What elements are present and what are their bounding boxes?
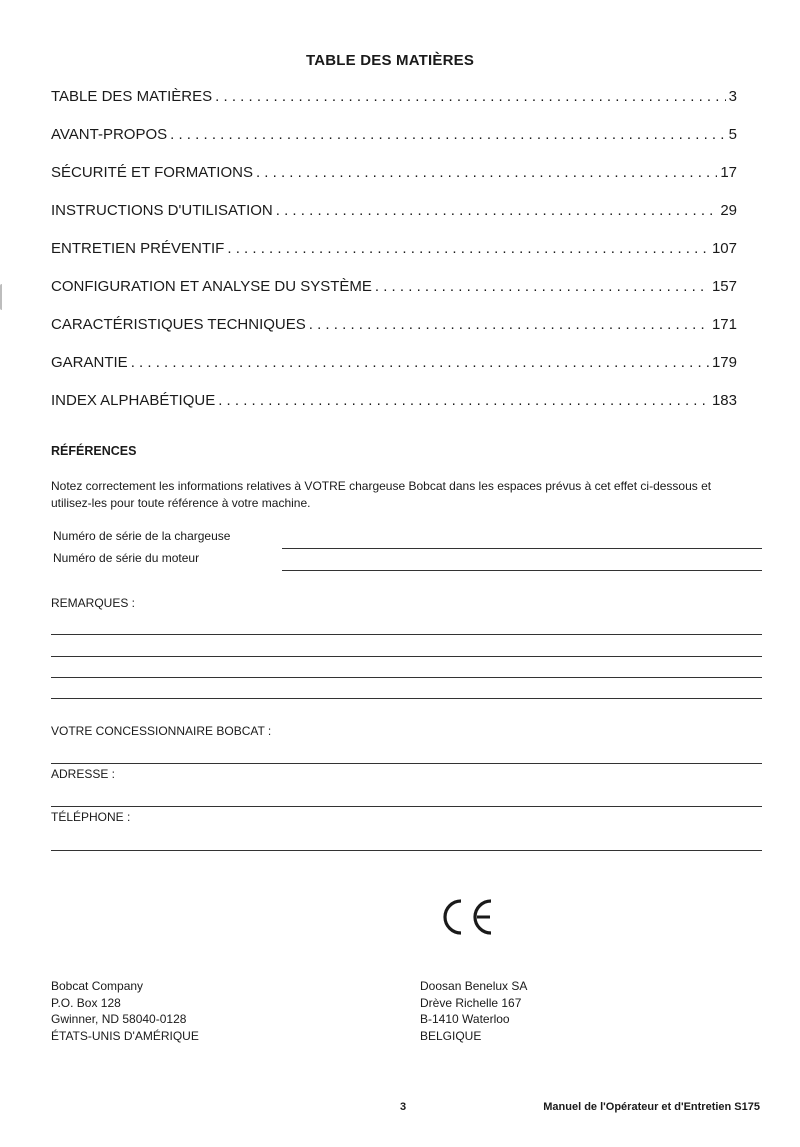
toc-leader-dots bbox=[256, 164, 717, 181]
scan-edge-mark bbox=[0, 284, 5, 310]
toc-leader-dots bbox=[215, 88, 726, 105]
address-bobcat-usa bbox=[51, 978, 199, 1044]
address-label: ADRESSE : bbox=[51, 767, 116, 781]
toc-entry-page: 171 bbox=[711, 316, 737, 333]
references-note: Notez correctement les informations relatives à VOTRE chargeuse Bobcat dans les espaces prévus à cet effet ci-dessous et utilisez-les pour toute référence à votre machine. bbox=[51, 479, 712, 510]
remarks-line[interactable] bbox=[51, 698, 762, 699]
toc-entry-entretien[interactable] bbox=[51, 240, 737, 278]
table-of-contents bbox=[51, 88, 737, 430]
address-line: B-1410 Waterloo bbox=[420, 1012, 510, 1026]
toc-entry-index[interactable] bbox=[51, 392, 737, 430]
address-line: Doosan Benelux SA bbox=[420, 979, 528, 993]
ce-mark-icon bbox=[437, 895, 497, 939]
address-doosan-benelux bbox=[420, 978, 527, 1044]
toc-entry-page: 183 bbox=[711, 392, 737, 409]
toc-entry-label: INDEX ALPHABÉTIQUE bbox=[51, 392, 216, 409]
loader-serial-line[interactable] bbox=[282, 548, 762, 549]
toc-entry-page: 107 bbox=[711, 240, 737, 257]
loader-serial-label: Numéro de série de la chargeuse bbox=[53, 529, 231, 543]
address-line: Bobcat Company bbox=[51, 979, 144, 993]
toc-entry-securite[interactable] bbox=[51, 164, 737, 202]
address-line: BELGIQUE bbox=[420, 1028, 482, 1043]
toc-leader-dots bbox=[131, 354, 709, 371]
address-line[interactable] bbox=[51, 806, 762, 807]
toc-leader-dots bbox=[170, 126, 726, 143]
toc-entry-label: INSTRUCTIONS D'UTILISATION bbox=[51, 202, 273, 219]
toc-entry-caracteristiques[interactable] bbox=[51, 316, 737, 354]
toc-leader-dots bbox=[227, 240, 709, 257]
toc-entry-configuration[interactable] bbox=[51, 278, 737, 316]
toc-entry-label: GARANTIE bbox=[51, 354, 128, 371]
references-heading: RÉFÉRENCES bbox=[51, 444, 137, 458]
toc-entry-page: 179 bbox=[711, 354, 737, 371]
toc-entry-avant-propos[interactable] bbox=[51, 126, 737, 164]
toc-leader-dots bbox=[276, 202, 718, 219]
toc-entry-page: 17 bbox=[720, 164, 737, 181]
remarks-line[interactable] bbox=[51, 634, 762, 635]
toc-leader-dots bbox=[309, 316, 709, 333]
phone-label: TÉLÉPHONE : bbox=[51, 810, 131, 824]
dealer-line[interactable] bbox=[51, 763, 762, 764]
footer-manual-title: Manuel de l'Opérateur et d'Entretien S175 bbox=[543, 1101, 760, 1113]
toc-entry-label: ENTRETIEN PRÉVENTIF bbox=[51, 240, 225, 257]
dealer-label: VOTRE CONCESSIONNAIRE BOBCAT : bbox=[51, 724, 272, 738]
toc-entry-page: 3 bbox=[728, 88, 737, 105]
toc-entry-label: SÉCURITÉ ET FORMATIONS bbox=[51, 164, 253, 181]
toc-entry-instructions[interactable] bbox=[51, 202, 737, 240]
engine-serial-label: Numéro de série du moteur bbox=[53, 551, 200, 565]
toc-entry-label: TABLE DES MATIÈRES bbox=[51, 88, 213, 105]
address-line: ÉTATS-UNIS D'AMÉRIQUE bbox=[51, 1028, 199, 1043]
toc-entry-page: 29 bbox=[720, 202, 737, 219]
remarks-line[interactable] bbox=[51, 656, 762, 657]
address-line: Drève Richelle 167 bbox=[420, 995, 522, 1010]
remarks-label: REMARQUES : bbox=[51, 596, 136, 610]
toc-leader-dots bbox=[218, 392, 709, 409]
address-line: P.O. Box 128 bbox=[51, 995, 121, 1010]
address-line: Gwinner, ND 58040-0128 bbox=[51, 1012, 187, 1026]
toc-leader-dots bbox=[375, 278, 709, 295]
toc-entry-table-des-matieres[interactable] bbox=[51, 88, 737, 126]
toc-entry-garantie[interactable] bbox=[51, 354, 737, 392]
engine-serial-line[interactable] bbox=[282, 570, 762, 571]
toc-entry-label: CARACTÉRISTIQUES TECHNIQUES bbox=[51, 316, 306, 333]
footer-page-number: 3 bbox=[400, 1101, 407, 1113]
toc-entry-page: 5 bbox=[728, 126, 737, 143]
page-title: TABLE DES MATIÈRES bbox=[305, 52, 475, 69]
toc-entry-page: 157 bbox=[711, 278, 737, 295]
toc-entry-label: AVANT-PROPOS bbox=[51, 126, 168, 143]
toc-entry-label: CONFIGURATION ET ANALYSE DU SYSTÈME bbox=[51, 278, 372, 295]
remarks-line[interactable] bbox=[51, 677, 762, 678]
phone-line[interactable] bbox=[51, 850, 762, 851]
